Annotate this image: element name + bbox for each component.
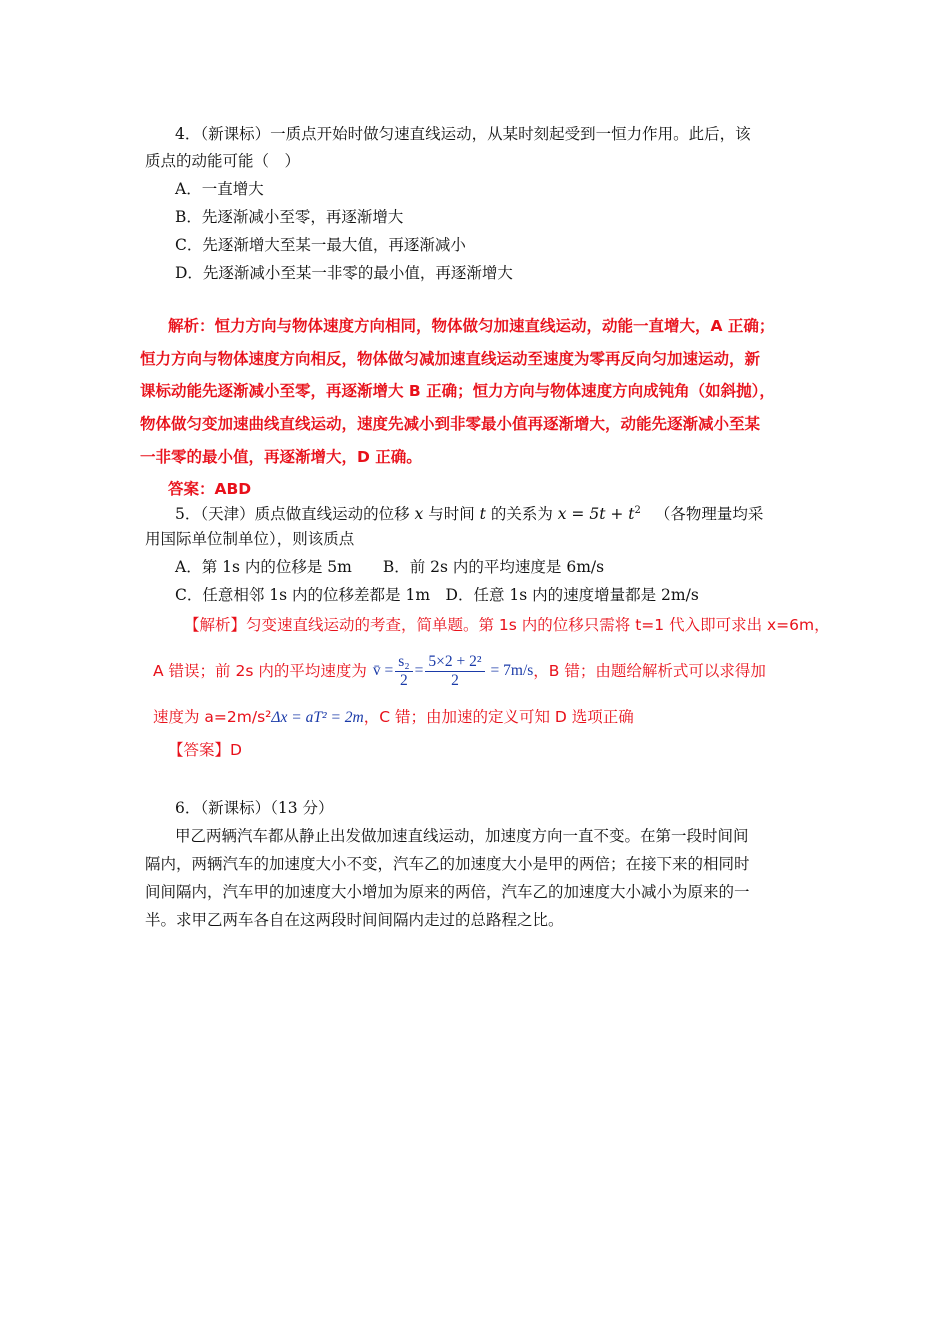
q5-equals: = [414, 662, 424, 679]
q5-formula-exponent: 2 [634, 505, 641, 516]
q5-analysis-line-1: 【解析】匀变速直线运动的考查，简单题。第 1s 内的位移只需将 t=1 代入即可求出 x=6m， [184, 616, 830, 634]
q5-var-x: x [414, 505, 424, 524]
q5-stem-line-1 [175, 501, 763, 524]
q5-fraction-1-denominator: 2 [400, 671, 408, 689]
q4-analysis-line-3: 课标动能先逐渐减小至零，再逐渐增大 B 正确；恒力方向与物体速度方向成钝角（如斜抛）， [140, 382, 775, 400]
q5-fraction-2-denominator: 2 [451, 671, 459, 689]
q4-option-c: C．先逐渐增大至某一最大值，再逐渐减小 [175, 236, 466, 254]
q5-var-t: t [479, 505, 486, 524]
q5-answer: 【答案】D [168, 741, 242, 759]
q4-stem-line-2: 质点的动能可能（ ） [145, 152, 301, 170]
q5-stem-text-a: 5．（天津）质点做直线运动的位移 [175, 505, 415, 524]
q5-formula: x = 5t + t [557, 505, 635, 524]
q5-analysis-text-c: 速度为 a=2m/s² [153, 708, 272, 726]
q5-analysis-line-3 [153, 707, 634, 728]
q5-fraction-1-numerator: s₂ [395, 653, 412, 672]
q5-stem-text-e: 的关系为 [485, 505, 558, 524]
q6-line-3: 间间隔内，汽车甲的加速度大小增加为原来的两倍，汽车乙的加速度大小减小为原来的一 [145, 883, 750, 901]
q4-analysis-line-2: 恒力方向与物体速度方向相反，物体做匀减加速直线运动至速度为零再反向匀加速运动，新 [140, 350, 761, 368]
q5-analysis-line-2 [153, 650, 766, 692]
q4-analysis-line-1: 解析：恒力方向与物体速度方向相同，物体做匀加速直线运动，动能一直增大，A 正确； [168, 317, 775, 335]
q6-line-2: 隔内，两辆汽车的加速度大小不变，汽车乙的加速度大小是甲的两倍；在接下来的相同时 [145, 855, 750, 873]
q5-analysis-text-d: ，C 错；由加速的定义可知 D 选项正确 [363, 708, 634, 726]
q4-option-a: A．一直增大 [175, 180, 264, 198]
q5-average-result: = 7m/s [490, 662, 534, 679]
q5-fraction-2 [425, 653, 484, 690]
q5-fraction-2-numerator: 5×2 + 2² [425, 653, 484, 672]
q5-stem-line-2: 用国际单位制单位），则该质点 [145, 530, 355, 548]
q4-answer: 答案：ABD [168, 480, 252, 498]
q6-line-1: 甲乙两辆汽车都从静止出发做加速直线运动，加速度方向一直不变。在第一段时间间 [175, 827, 749, 845]
q4-stem-line-1: 4．（新课标）一质点开始时做匀速直线运动，从某时刻起受到一恒力作用。此后，该 [175, 125, 751, 143]
q5-options-ab: A．第 1s 内的位移是 5m B．前 2s 内的平均速度是 6m/s [175, 558, 605, 576]
q5-options-cd: C．任意相邻 1s 内的位移差都是 1m D．任意 1s 内的速度增量都是 2m/s [175, 586, 699, 604]
q5-fraction-1 [395, 653, 412, 690]
q4-option-b: B．先逐渐减小至零，再逐渐增大 [175, 208, 404, 226]
q6-head: 6．（新课标）（13 分） [175, 799, 334, 817]
q4-analysis-line-5: 一非零的最小值，再逐渐增大，D 正确。 [140, 448, 422, 466]
q5-stem-text-c: 与时间 [423, 505, 480, 524]
q5-analysis-text-a: A 错误；前 2s 内的平均速度为 [153, 662, 367, 680]
q6-line-4: 半。求甲乙两车各自在这两段时间间隔内走过的总路程之比。 [145, 911, 564, 929]
q5-vbar: v̄ = [372, 662, 394, 679]
q5-stem-text-f: （各物理量均采 [654, 505, 764, 524]
q5-delta-x-formula: Δx = aT² = 2m [271, 709, 364, 726]
q4-analysis-line-4: 物体做匀变加速曲线直线运动，速度先减小到非零最小值再逐渐增大，动能先逐渐减小至某 [140, 415, 761, 433]
q5-analysis-text-b: ，B 错；由题给解析式可以求得加 [533, 662, 766, 680]
q4-option-d: D．先逐渐减小至某一非零的最小值，再逐渐增大 [175, 264, 513, 282]
